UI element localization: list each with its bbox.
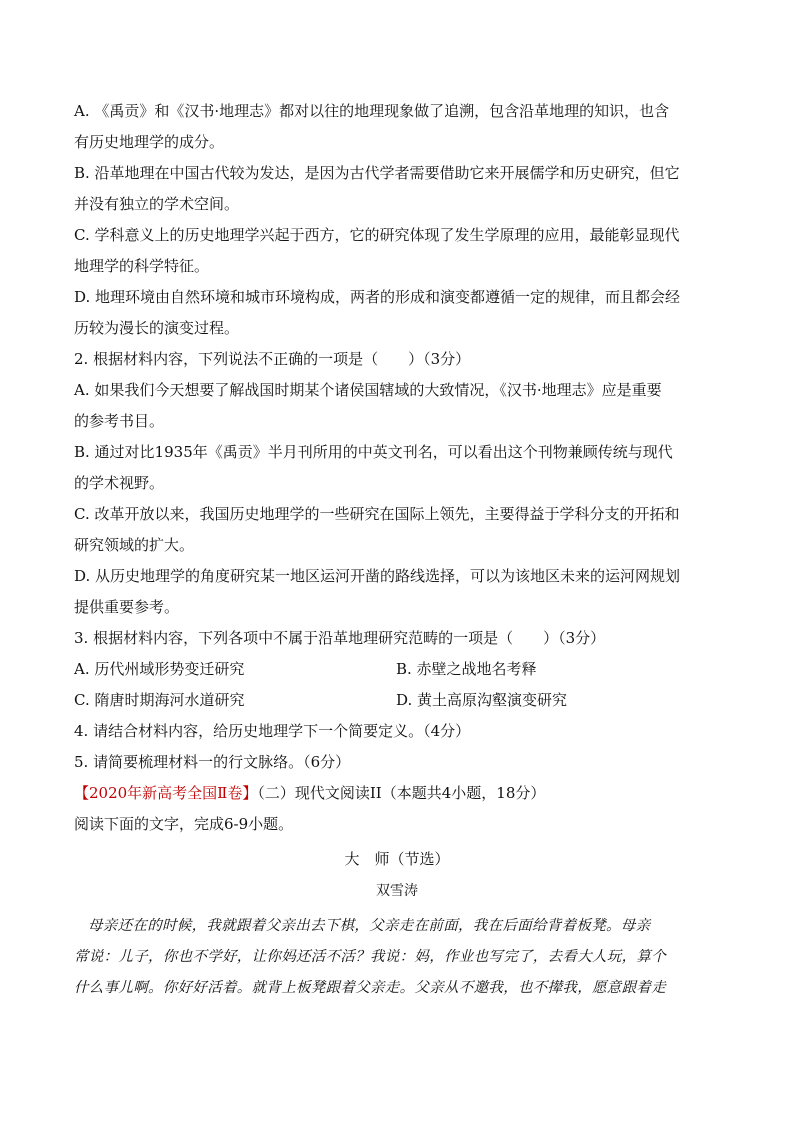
q3-options-row-2 [74, 685, 724, 716]
q3-option-d: D. 黄土高原沟壑演变研究 [396, 691, 568, 709]
story-title: 大 师（节选） [344, 850, 450, 868]
q2-option-c-line1: C. 改革开放以来，我国历史地理学的一些研究在国际上领先，主要得益于学科分支的开拓和 [74, 505, 680, 523]
section-heading [74, 778, 724, 809]
q1-option-b-line1: B. 沿革地理在中国古代较为发达，是因为古代学者需要借助它来开展儒学和历史研究，但它 [74, 164, 680, 182]
story-passage [74, 911, 724, 1004]
q3-option-b: B. 赤壁之战地名考释 [396, 660, 537, 678]
exam-source-tag: 【2020年新高考全国Ⅱ卷】 [74, 784, 258, 802]
q1-option-a-line2: 有历史地理学的成分。 [74, 133, 225, 151]
q2-option-a-line1: A. 如果我们今天想要了解战国时期某个诸侯国辖域的大致情况，《汉书·地理志》应是重要 [74, 381, 662, 399]
q2-option-d-line1: D. 从历史地理学的角度研究某一地区运河开凿的路线选择，可以为该地区未来的运河网规划 [74, 567, 681, 585]
q2-stem: 2. 根据材料内容，下列说法不正确的一项是（ ）（3分） [74, 350, 471, 368]
q2-option-a-line2: 的参考书目。 [74, 412, 165, 430]
q1-option-d-line2: 历较为漫长的演变过程。 [74, 319, 240, 337]
q1-option-c-line2: 地理学的科学特征。 [74, 257, 210, 275]
q5-stem: 5. 请简要梳理材料一的行文脉络。（6分） [74, 753, 351, 771]
q1-option-c-line1: C. 学科意义上的历史地理学兴起于西方，它的研究体现了发生学原理的应用，最能彰显现代 [74, 226, 680, 244]
story-line-2: 常说：儿子，你也不学好，让你妈还活不活？我说：妈，作业也写完了，去看大人玩，算个 [74, 949, 666, 965]
section-heading-text: （二）现代文阅读II（本题共4小题，18分） [257, 784, 546, 802]
story-author: 双雪涛 [376, 883, 418, 899]
story-line-3: 什么事儿啊。你好好活着。就背上板凳跟着父亲走。父亲从不邀我，也不撵我，愿意跟着走 [74, 980, 666, 996]
q2-option-b-line1: B. 通过对比1935年《禹贡》半月刊所用的中英文刊名，可以看出这个刊物兼顾传统与现代 [74, 443, 673, 461]
q4-stem: 4. 请结合材料内容，给历史地理学下一个简要定义。（4分） [74, 722, 471, 740]
q3-option-c: C. 隋唐时期海河水道研究 [74, 691, 245, 709]
q2-option-c-line2: 研究领域的扩大。 [74, 536, 195, 554]
q3-options-row-1 [74, 654, 724, 685]
q2-option-b-line2: 的学术视野。 [74, 474, 165, 492]
q3-option-a: A. 历代州域形势变迁研究 [74, 660, 245, 678]
q1-option-a-line1: A. 《禹贡》和《汉书·地理志》都对以往的地理现象做了追溯，包含沿革地理的知识，也含 [74, 102, 670, 120]
story-line-1: 母亲还在的时候，我就跟着父亲出去下棋，父亲走在前面，我在后面给背着板凳。母亲 [88, 918, 651, 934]
q1-option-d-line1: D. 地理环境由自然环境和城市环境构成，两者的形成和演变都遵循一定的规律，而且都会经 [74, 288, 681, 306]
questions-block [74, 96, 724, 840]
q2-option-d-line2: 提供重要参考。 [74, 598, 180, 616]
q3-stem: 3. 根据材料内容，下列各项中不属于沿革地理研究范畴的一项是（ ）（3分） [74, 629, 606, 647]
reading-instruction: 阅读下面的文字，完成6-9小题。 [74, 815, 294, 833]
q1-option-b-line2: 并没有独立的学术空间。 [74, 195, 240, 213]
